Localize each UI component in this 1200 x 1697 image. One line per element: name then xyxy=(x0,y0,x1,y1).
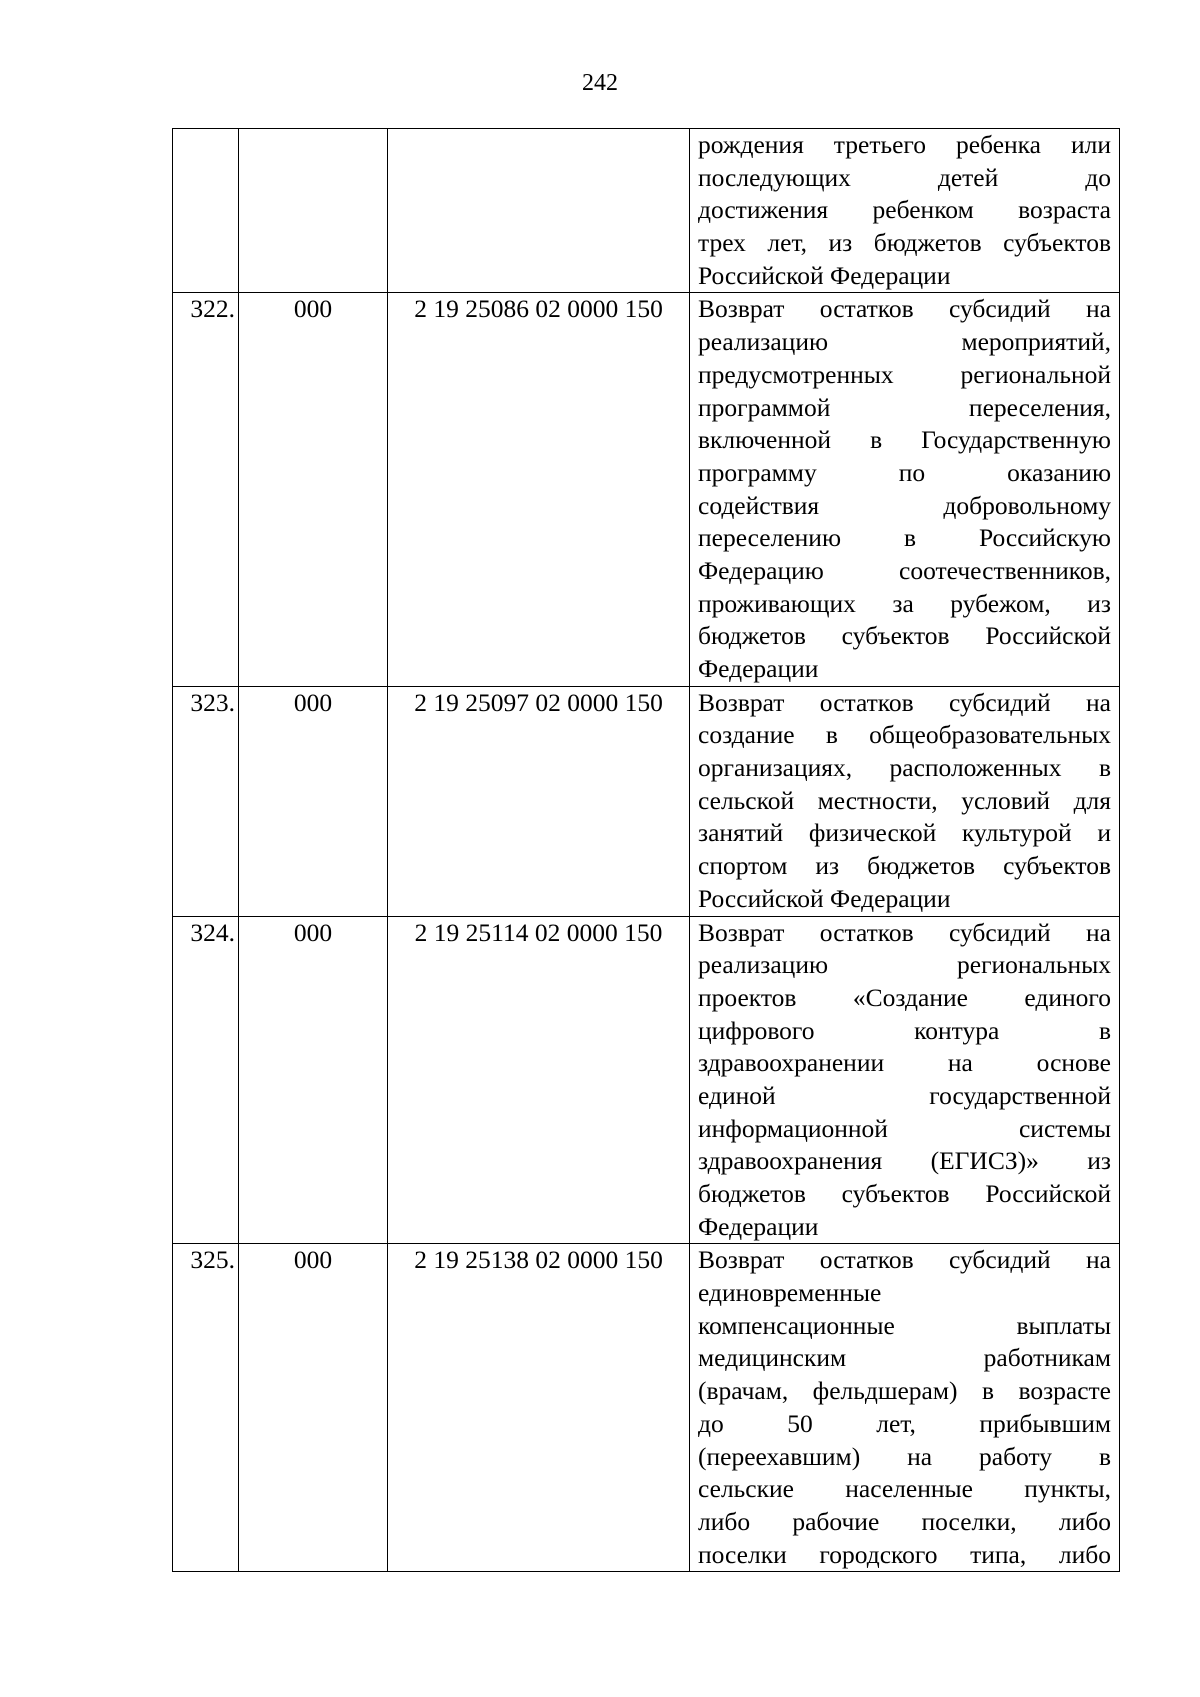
description-line: предусмотренных региональной xyxy=(698,359,1111,389)
table-row xyxy=(173,293,1120,686)
description-line: либо рабочие поселки, либо xyxy=(698,1506,1111,1536)
description-line: медицинским работникам xyxy=(698,1343,1111,1373)
description-line: реализацию мероприятий, xyxy=(698,327,1111,357)
description-line: (переехавшим) на работу в xyxy=(698,1441,1111,1471)
row-number-cell xyxy=(173,129,239,293)
budget-code-cell: 2 19 25114 02 0000 150 xyxy=(388,916,690,1244)
description-line: содействия добровольному xyxy=(698,490,1111,520)
description-line: Федерацию соотечественников, xyxy=(698,555,1111,585)
description-cell xyxy=(690,129,1120,293)
budget-code-cell: 2 19 25086 02 0000 150 xyxy=(388,293,690,686)
description-line: спортом из бюджетов субъектов xyxy=(698,851,1111,881)
budget-code-cell xyxy=(388,129,690,293)
description-line: Возврат остатков субсидий на xyxy=(698,687,1111,717)
description-line: включенной в Государственную xyxy=(698,425,1111,455)
description-line: информационной системы xyxy=(698,1113,1111,1143)
row-number-cell: 324. xyxy=(173,916,239,1244)
budget-code-cell: 2 19 25097 02 0000 150 xyxy=(388,686,690,916)
table-row xyxy=(173,129,1120,293)
description-line: переселению в Российскую xyxy=(698,523,1111,553)
description-cell xyxy=(690,686,1120,916)
page-number: 242 xyxy=(582,70,618,96)
admin-code-cell xyxy=(239,129,388,293)
admin-code-cell: 000 xyxy=(239,293,388,686)
description-line: цифрового контура в xyxy=(698,1015,1111,1045)
description-line: поселки городского типа, либо xyxy=(698,1539,1111,1569)
description-line: проектов «Создание единого xyxy=(698,982,1111,1012)
table-body xyxy=(173,129,1120,1572)
description-line: Возврат остатков субсидий на xyxy=(698,294,1111,324)
description-line: трех лет, из бюджетов субъектов xyxy=(698,228,1111,258)
description-line: реализацию региональных xyxy=(698,950,1111,980)
table-row xyxy=(173,686,1120,916)
description-line: последующих детей до xyxy=(698,162,1111,192)
description-line: программу по оказанию xyxy=(698,457,1111,487)
budget-codes-table xyxy=(172,128,1120,1572)
description-line: единовременные xyxy=(698,1278,882,1308)
description-line: единой государственной xyxy=(698,1080,1111,1110)
admin-code-cell: 000 xyxy=(239,1244,388,1572)
description-line: здравоохранения (ЕГИСЗ)» из xyxy=(698,1146,1111,1176)
description-line: Возврат остатков субсидий на xyxy=(698,1245,1111,1275)
description-line: Федерации xyxy=(698,654,819,683)
table-row xyxy=(173,1244,1120,1572)
admin-code-cell: 000 xyxy=(239,916,388,1244)
description-line: сельской местности, условий для xyxy=(698,785,1111,815)
description-line: занятий физической культурой и xyxy=(698,818,1111,848)
description-line: Федерации xyxy=(698,1211,819,1241)
description-line: организациях, расположенных в xyxy=(698,753,1111,783)
row-number-cell: 322. xyxy=(173,293,239,686)
row-number-cell: 325. xyxy=(173,1244,239,1572)
row-number-cell: 323. xyxy=(173,686,239,916)
description-line: бюджетов субъектов Российской xyxy=(698,1179,1111,1208)
description-line: Российской Федерации xyxy=(698,883,951,913)
description-line: Возврат остатков субсидий на xyxy=(698,917,1111,947)
description-line: рождения третьего ребенка или xyxy=(698,130,1111,159)
description-line: компенсационные выплаты xyxy=(698,1310,1111,1340)
description-line: программой переселения, xyxy=(698,392,1111,422)
admin-code-cell: 000 xyxy=(239,686,388,916)
description-line: (врачам, фельдшерам) в возрасте xyxy=(698,1376,1111,1406)
budget-code-cell: 2 19 25138 02 0000 150 xyxy=(388,1244,690,1572)
table-row xyxy=(173,916,1120,1244)
description-line: до 50 лет, прибывшим xyxy=(698,1408,1111,1438)
description-line: сельские населенные пункты, xyxy=(698,1474,1111,1504)
description-line: создание в общеобразовательных xyxy=(698,720,1111,750)
description-line: проживающих за рубежом, из xyxy=(698,588,1111,618)
description-line: достижения ребенком возраста xyxy=(698,195,1111,225)
description-cell xyxy=(690,1244,1120,1572)
description-line: Российской Федерации xyxy=(698,260,951,290)
description-line: бюджетов субъектов Российской xyxy=(698,621,1111,651)
description-cell xyxy=(690,916,1120,1244)
description-cell xyxy=(690,293,1120,686)
description-line: здравоохранении на основе xyxy=(698,1048,1111,1078)
